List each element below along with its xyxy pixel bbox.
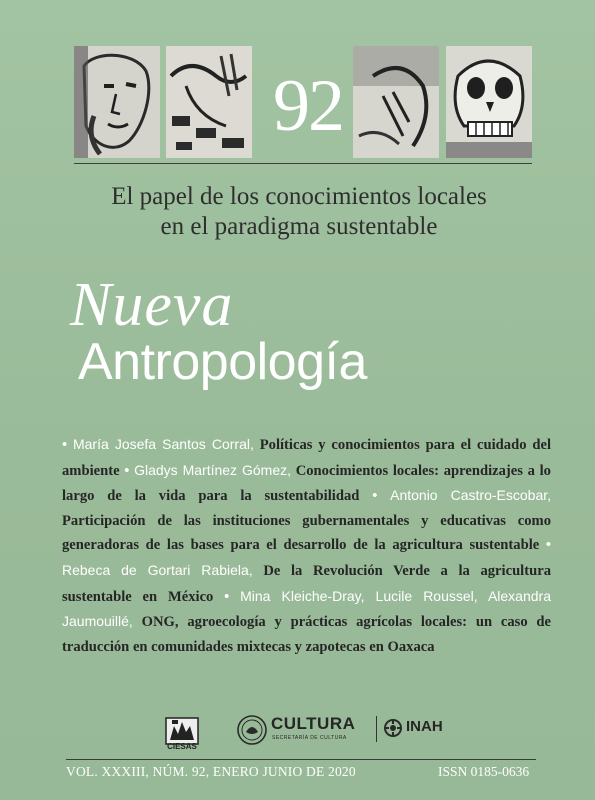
toc-title: ONG, agroecología y prácticas agrícolas locales: un caso de traducción en comunidades mixtecas y zapotecas en Oaxaca: [62, 614, 552, 655]
toc-title: Políticas y conocimientos para el cuidado del ambiente: [62, 437, 552, 479]
ciesas-logo-text: CIESAS: [167, 742, 197, 751]
toc-author: Rebeca de Gortari Rabiela,: [62, 561, 253, 578]
logo-divider: [376, 716, 377, 742]
cultura-logo-subtext: SECRETARÍA DE CULTURA: [272, 735, 347, 741]
bullet: •: [372, 488, 378, 505]
table-of-contents: [62, 432, 551, 659]
inah-logo-text: INAH: [406, 718, 443, 735]
inah-emblem-icon: [383, 718, 403, 738]
bullet: •: [124, 462, 130, 479]
hands-drawing: [166, 46, 252, 158]
toc-title: Participación de las instituciones gubernamentales y educativas como generadoras de las bases para el desarrollo de la agricultura sustentable: [62, 512, 551, 554]
artwork-hands-panel: [166, 46, 252, 158]
artwork-hand-panel: [353, 46, 439, 158]
artwork-face-panel: [74, 46, 160, 158]
face-drawing: [74, 46, 160, 158]
bullet: •: [224, 588, 230, 605]
brand-antropologia: Antropología: [78, 333, 367, 391]
volume-info: VOL. XXXIII, NÚM. 92, ENERO JUNIO DE 2020: [66, 764, 356, 779]
toc-author: Gladys Martínez Gómez,: [134, 461, 292, 478]
cultura-emblem-icon: [236, 714, 268, 746]
issue-theme: [60, 182, 538, 242]
toc-author: María Josefa Santos Corral,: [72, 436, 254, 452]
issue-theme-line-2: en el paradigma sustentable: [160, 213, 438, 240]
bullet: •: [62, 437, 68, 453]
issue-theme-line-1: El papel de los conocimientos locales: [111, 183, 487, 210]
toc-title: De la Revolución Verde a la agricultura sustentable en México: [62, 562, 551, 605]
header-rule: [74, 163, 532, 164]
toc-author: Antonio Castro-Escobar,: [390, 487, 552, 504]
skull-drawing: [446, 46, 532, 158]
issue-number: 92: [273, 65, 343, 147]
hand-drawing: [353, 46, 439, 158]
artwork-skull-panel: [446, 46, 532, 158]
footer-rule: [66, 759, 536, 760]
toc-title: Conocimientos locales: aprendizajes a lo largo de la vida para la sustentabilidad: [62, 462, 551, 505]
toc-author: Mina Kleiche-Dray, Lucile Roussel, Alexandra Jaumouillé,: [62, 587, 551, 630]
cultura-logo-text: CULTURA: [271, 714, 356, 733]
brand-nueva: Nueva: [70, 271, 234, 339]
bullet: •: [545, 537, 551, 554]
publisher-logos: [150, 708, 470, 752]
issn-info: ISSN 0185-0636: [438, 764, 530, 779]
